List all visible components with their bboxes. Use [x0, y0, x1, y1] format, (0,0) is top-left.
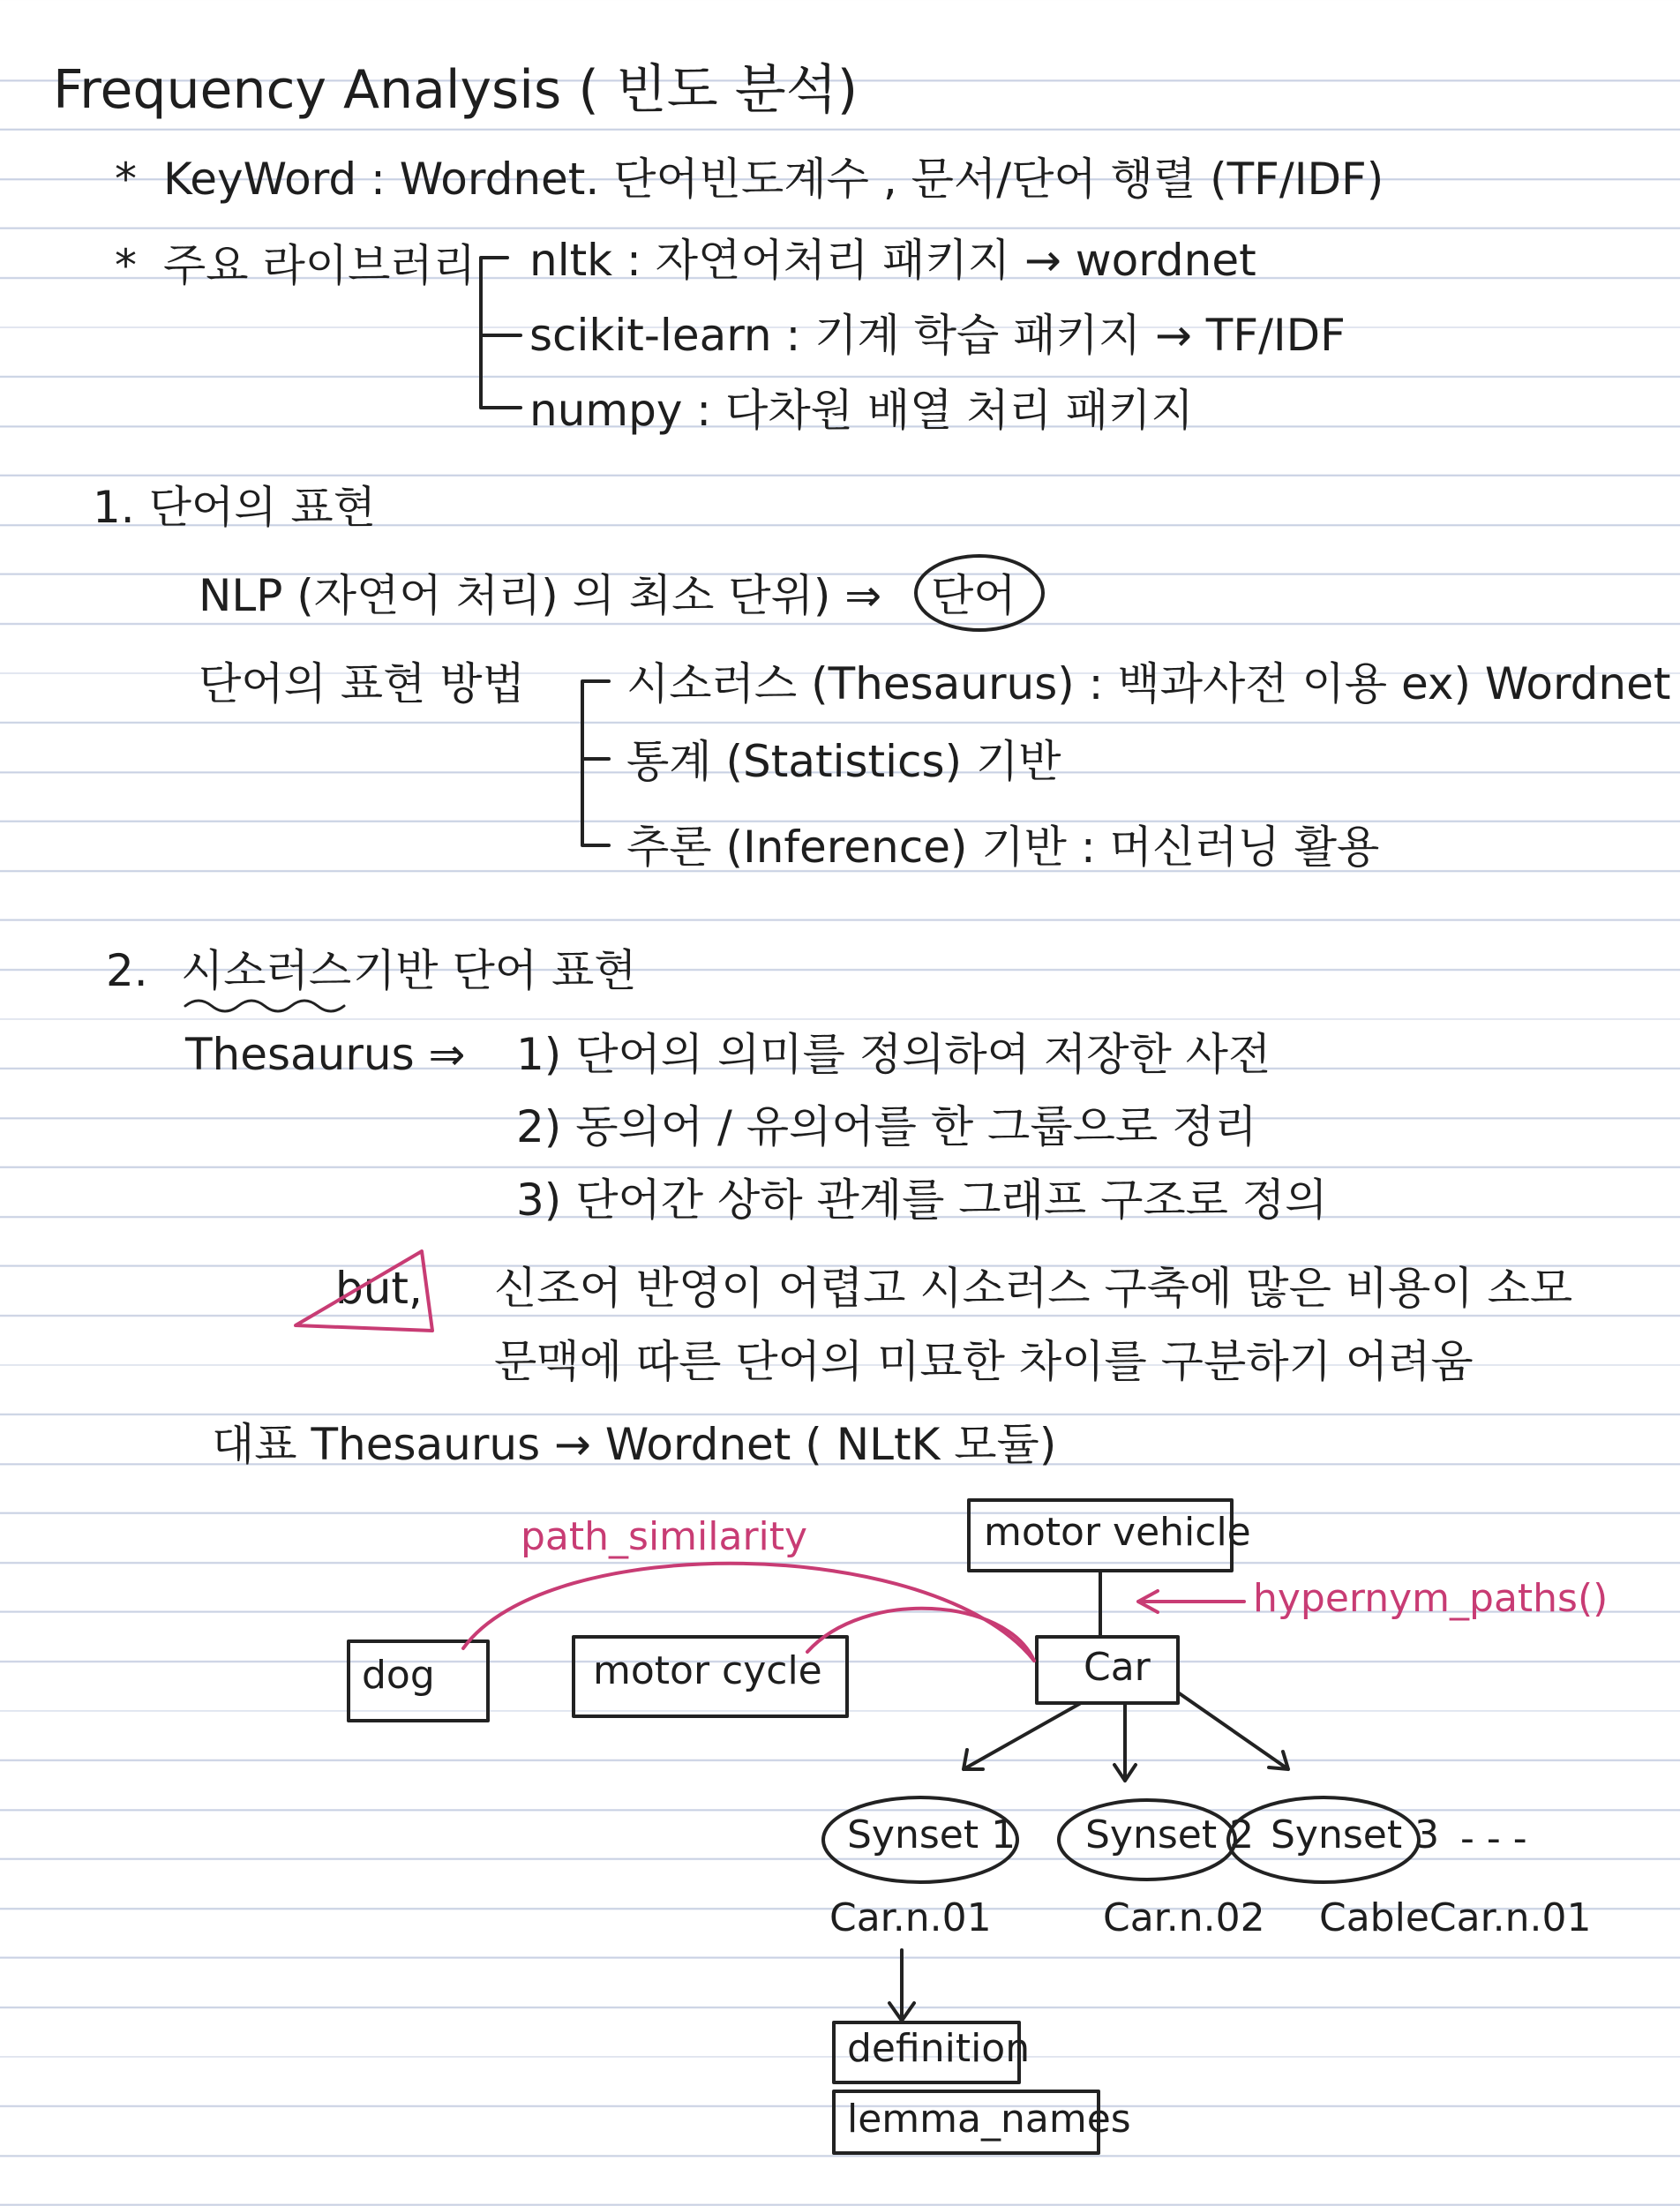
method-statistics: 통계 (Statistics) 기반	[626, 736, 1061, 787]
but-line-1: 신조어 반영이 어렵고 시소러스 구축에 많은 비용이 소모	[494, 1263, 1573, 1314]
library-nltk: nltk : 자연어처리 패키지 → wordnet	[529, 235, 1256, 286]
section2-heading-underlined: 시소러스	[181, 945, 352, 996]
libraries-marker: *	[115, 240, 137, 291]
motorcycle-arc	[807, 1609, 1034, 1661]
definition-box-label: definition	[847, 2026, 1031, 2071]
lemma-names-box-label: lemma_names	[847, 2097, 1131, 2142]
libraries-label: 주요 라이브러리	[163, 240, 476, 291]
but-line-2: 문맥에 따른 단어의 미묘한 차이를 구분하기 어려움	[494, 1336, 1474, 1387]
libraries-bracket	[481, 258, 521, 408]
box-dog	[349, 1641, 488, 1721]
hypernym-arrow	[1138, 1591, 1244, 1612]
synset-1-ellipse	[823, 1797, 1017, 1882]
arrow-car-synset1	[964, 1703, 1081, 1769]
node-dog: dog	[362, 1653, 435, 1698]
section1-heading: 1. 단어의 표현	[93, 482, 376, 533]
arrow-synset1-definition	[889, 1950, 914, 2021]
arrow-car-synset3	[1178, 1692, 1288, 1769]
method-thesaurus: 시소러스 (Thesaurus) : 백과사전 이용 ex) Wordnet	[626, 658, 1671, 709]
but-triangle	[296, 1251, 432, 1331]
page-title: Frequency Analysis ( 빈도 분석)	[53, 59, 859, 121]
box-motor-vehicle	[969, 1500, 1232, 1571]
thesaurus-point-3: 3) 단어간 상하 관계를 그래프 구조로 정의	[516, 1174, 1328, 1226]
section2-wavy-underline	[185, 1001, 344, 1011]
node-car: Car	[1084, 1645, 1151, 1690]
nlp-line: NLP (자연어 처리) 의 최소 단위) ⇒	[199, 570, 882, 621]
library-scikit-learn: scikit-learn : 기계 학습 패키지 → TF/IDF	[529, 310, 1346, 361]
path-similarity-label: path_similarity	[521, 1514, 808, 1559]
synset-3-label: Synset 3	[1271, 1812, 1440, 1857]
synset-1-label: Synset 1	[847, 1812, 1016, 1857]
arrow-car-synset2	[1114, 1703, 1136, 1781]
library-numpy: numpy : 다차원 배열 처리 패키지	[529, 385, 1194, 436]
synset-3-name: CableCar.n.01	[1319, 1895, 1592, 1940]
box-motorcycle	[574, 1637, 847, 1716]
synset-2-label: Synset 2	[1085, 1812, 1255, 1857]
node-motor-vehicle: motor vehicle	[984, 1510, 1251, 1555]
diagram-ellipsis: - - -	[1460, 1816, 1527, 1861]
method-inference: 추론 (Inference) 기반 : 머신러닝 활용	[626, 822, 1380, 873]
thesaurus-point-1: 1) 단어의 의미를 정의하여 저장한 사전	[516, 1029, 1271, 1080]
nlp-answer-word: 단어	[931, 570, 1016, 621]
box-car	[1037, 1637, 1178, 1703]
keyword-line: KeyWord : Wordnet. 단어빈도계수 , 문서/단어 행렬 (TF/IDF)	[163, 154, 1384, 205]
synset-2-name: Car.n.02	[1103, 1895, 1265, 1940]
synset-2-ellipse	[1059, 1800, 1235, 1880]
synset-3-ellipse	[1228, 1797, 1419, 1882]
section2-heading-rest: 기반 단어 표현	[353, 945, 637, 996]
box-definition	[834, 2022, 1019, 2082]
thesaurus-label: Thesaurus ⇒	[185, 1029, 466, 1080]
thesaurus-point-2: 2) 동의어 / 유의어를 한 그룹으로 정리	[516, 1101, 1257, 1152]
node-motorcycle: motor cycle	[593, 1648, 822, 1693]
nlp-answer-circle	[916, 556, 1043, 630]
hypernym-paths-label: hypernym_paths()	[1253, 1576, 1609, 1621]
path-similarity-arc	[463, 1564, 1034, 1661]
but-word: but,	[335, 1263, 423, 1314]
box-lemma-names	[834, 2091, 1099, 2153]
representative-thesaurus: 대표 Thesaurus → Wordnet ( NLtK 모듈)	[212, 1419, 1057, 1470]
synset-1-name: Car.n.01	[829, 1895, 992, 1940]
methods-label: 단어의 표현 방법	[199, 658, 525, 709]
keyword-marker: *	[115, 154, 137, 205]
section2-heading-num: 2.	[106, 945, 148, 996]
methods-bracket	[582, 681, 609, 845]
